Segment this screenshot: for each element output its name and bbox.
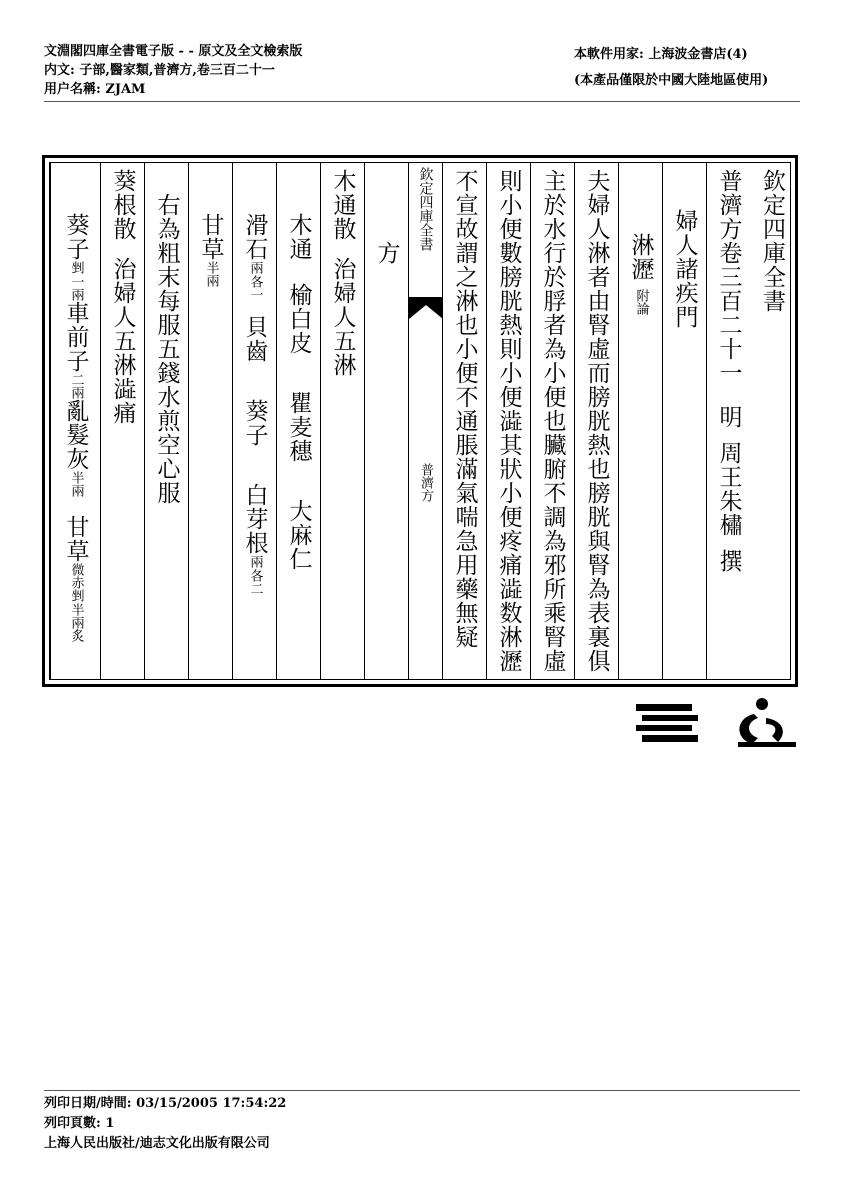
- ingredient: 葵子: [241, 399, 268, 447]
- ingredient: 甘草: [197, 213, 224, 261]
- section-heading: 婦人諸疾門: [671, 209, 698, 329]
- print-page-count: 列印頁數: 1: [44, 1116, 115, 1131]
- text-column-1: [750, 163, 794, 679]
- body-text-line: 不宣故謂之淋也小便不通脹滿氣喘急用藥無疑: [451, 169, 478, 649]
- subsection-note: 附論: [633, 289, 649, 315]
- header-licensee: 本軟件用家: 上海波金書店(4): [574, 47, 748, 62]
- ingredient: 木通: [285, 213, 312, 261]
- dosage-note: 各二: [247, 569, 263, 595]
- ingredient: 亂髮灰: [62, 399, 89, 471]
- print-timestamp: 列印日期/時間: 03/15/2005 17:54:22: [44, 1096, 287, 1111]
- volume-line: [715, 169, 743, 629]
- dosage-note: 兩: [247, 555, 263, 568]
- book-page-frame: [42, 155, 798, 687]
- author-role: 撰: [715, 549, 742, 573]
- formula-indication: 治婦人五淋: [329, 257, 356, 377]
- dosage-note: 二兩: [68, 373, 84, 399]
- body-text-line: 夫婦人淋者由腎虛而膀胱熱也膀胱與腎為表裏俱: [583, 169, 610, 673]
- body-text-line: 則小便數膀胱熱則小便澁其狀小便疼痛澁数淋瀝: [495, 169, 522, 673]
- dosage-note: 剉: [68, 261, 84, 274]
- text-column-15: [144, 163, 188, 679]
- ingredient: 瞿麦穗: [285, 391, 312, 463]
- author-dynasty: 明: [715, 405, 742, 429]
- body-text-line: 主於水行於脬者為小便也臟腑不調為邪所乘腎虛: [539, 169, 566, 673]
- header-divider: [44, 101, 800, 102]
- ingredient-line: [62, 213, 90, 642]
- dosage-note: 半兩: [68, 471, 84, 497]
- ingredient-line: [197, 213, 225, 287]
- dosage-note: 各一: [247, 275, 263, 301]
- ingredient: 貝齒: [241, 315, 268, 363]
- dosage-note: 兩: [247, 261, 263, 274]
- fish-tail-mark: [409, 297, 443, 319]
- subsection-title: 淋瀝: [627, 233, 654, 281]
- text-column-4: [618, 163, 662, 679]
- text-column-5: [574, 163, 618, 679]
- text-column-7: [486, 163, 530, 679]
- formula-line: [109, 169, 137, 425]
- header-left: [44, 42, 302, 99]
- footer: [44, 1094, 286, 1154]
- ingredient-line: [285, 213, 313, 571]
- header-content-path: 内文: 子部,醫家類,普濟方,卷三百二十一: [44, 63, 275, 78]
- header-region-notice: (本產品僅限於中國大陸地區使用): [574, 73, 769, 88]
- book-page-grid: [49, 162, 791, 680]
- prescription-heading: 方: [373, 241, 400, 265]
- text-column-3: [662, 163, 706, 679]
- ingredient: 大麻仁: [285, 499, 312, 571]
- volume-title: 普濟方卷三百二十一: [715, 169, 742, 385]
- formula-line: [329, 169, 357, 377]
- header-right: [574, 42, 768, 94]
- text-column-11: [320, 163, 364, 679]
- formula-indication: 治婦人五淋澁痛: [109, 257, 136, 425]
- header-username: 用户名稱: ZJAM: [44, 82, 146, 97]
- banner-volume-title: 普濟方: [418, 463, 433, 502]
- publisher-logo-bars-icon: [634, 698, 700, 746]
- formula-name: 木通散: [329, 169, 356, 241]
- text-column-6: [530, 163, 574, 679]
- dosage-note: 微赤剉: [68, 563, 84, 602]
- ingredient: 車前子: [62, 301, 89, 373]
- ingredient: 白芽根: [241, 483, 268, 555]
- text-column-2: [706, 163, 750, 679]
- author-name: 周王朱橚: [715, 441, 742, 537]
- ingredient: 葵子: [62, 213, 89, 261]
- dosage-note: 半兩炙: [68, 603, 84, 642]
- text-column-13: [232, 163, 276, 679]
- center-banner-column: [408, 163, 442, 679]
- preparation-instructions: 右為粗末每服五錢水煎空心服: [153, 193, 180, 505]
- dosage-note: 半兩: [203, 261, 219, 287]
- formula-name: 葵根散: [109, 169, 136, 241]
- ingredient: 甘草: [62, 515, 89, 563]
- footer-divider: [44, 1090, 800, 1091]
- book-title-heading: 欽定四庫全書: [759, 169, 785, 313]
- publisher-credit: 上海人民出版社/迪志文化出版有限公司: [44, 1136, 270, 1151]
- text-column-16: [100, 163, 144, 679]
- banner-book-title: 欽定四庫全書: [417, 167, 434, 251]
- text-column-14: [188, 163, 232, 679]
- text-column-10: [364, 163, 408, 679]
- text-column-12: [276, 163, 320, 679]
- header-product-title: 文淵閣四庫全書電子版 - - 原文及全文檢索版: [44, 44, 303, 59]
- text-column-17: [50, 163, 100, 679]
- ingredient: 滑石: [241, 213, 268, 261]
- ingredient: 榆白皮: [285, 283, 312, 355]
- publisher-logo-emblem-icon: [732, 698, 802, 750]
- subsection-line: [627, 233, 655, 315]
- dosage-note: 一兩: [68, 275, 84, 301]
- ingredient-line: [241, 213, 269, 595]
- text-column-8: [442, 163, 486, 679]
